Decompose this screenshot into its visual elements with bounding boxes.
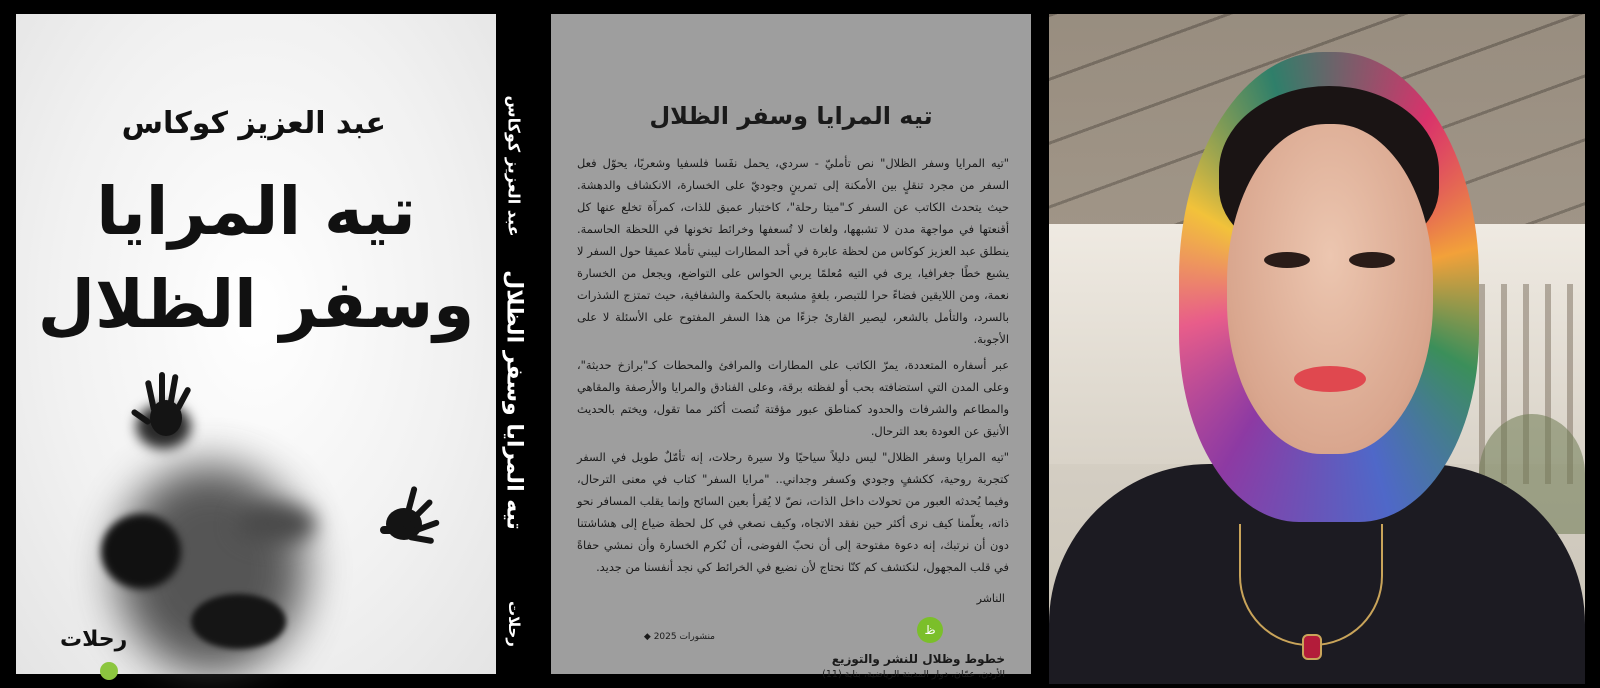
publisher-address: الأردن، عمّان، دوار المدينة الرياضية، بناية (11) — [822, 669, 1005, 680]
spine-author: عبد العزيز كوكاس — [504, 95, 524, 237]
front-author: عبد العزيز كوكاس — [121, 106, 386, 141]
publisher-logo: ظ — [917, 617, 943, 643]
spine-genre: رحلات — [505, 601, 523, 647]
blurb-paragraph-2: عبر أسفاره المتعددة، يمرّ الكاتب على المطارات والمرافئ والمحطات كـ"برازخ حديثة"، وعلى المدن التي استضافته بحب أو لفظته برقة، وعلى الفنادق والمرايا والأرصفة والمقاهي والمطاعم والشرفات والحدود كمناطق عبور مؤقتة تُنصت أكثر مما تقول، ويختم بالحديث الأنيق عن العودة بعد الترحال. — [577, 358, 1009, 438]
author-photo — [1049, 14, 1585, 674]
back-cover — [551, 14, 1031, 680]
pendant — [1302, 634, 1322, 660]
publisher-name: خطوط وظلال للنشر والتوزيع — [831, 652, 1005, 666]
publisher-signature: الناشر — [976, 592, 1005, 605]
hand-right-icon — [372, 480, 456, 560]
publication-year: منشورات 2025 ◆ — [643, 632, 715, 642]
spine — [496, 14, 532, 674]
publisher-dot — [100, 662, 118, 680]
eye-right — [1349, 252, 1395, 268]
blurb-paragraph-1: "تيه المرايا وسفر الظلال" نص تأمليّ - سردي، يحمل نفَسا فلسفيا وشعريًا، يحوّل فعل السفر من مجرد تنقلٍ بين الأمكنة إلى تمرينٍ وجوديّ على الخسارة، الانكشاف والدهشة. حيث يتحدث الكاتب عن السفر كـ"ميتا رحلة"، كاختبار عميق للذات، كمرآة تخلع عنها كل أقنعتها في مواجهة مدن لا تشبهها، ولغات لا تُسعفها وخرائط تخونها في اللحظة الحاسمة. ينطلق عبد العزيز كوكاس من لحظة عابرة في أحد المطارات ليبني تأملا عميقا حول السفر لا يشبع خطًا جغرافيا، يرى في التيه مُعلمًا يربي الحواس على التواضع، ويجعل من الخسارة نعمة، ومن اللايقين فضاءً حرا للتبصر، بلغةٍ مشبعة بالحكمة والشفافية، حيث تمتزج الشذرات بالسرد، والتأمل بالشعر، ليصير القارئ جزءًا من هذا السفر المفتوح على الأسئلة لا على الأجوبة. — [577, 156, 1009, 346]
front-title-line2: وسفر الظلال — [37, 266, 475, 343]
blurb-paragraph-3: "تيه المرايا وسفر الظلال" ليس دليلاً سياحيًا ولا سيرة رحلات، إنه تأمّلٌ طويل في السفر كتجربة روحية، ككشفٍ وجودي وكسفر وجداني.. "مرايا السفر" كتاب في معنى الترحال، وفيما يُحدثه العبور من تحولات داخل الذات، نصّ لا يُقرأ بعين السائح وإنما يقلب المسافر نحو ذاته، يعلّمنا كيف نرى أكثر حين نفقد الاتجاه، وكيف نصغي في كل لحظة ضياع إلى هشاشتنا دون أن نرتبك، إنه دعوة مفتوحة إلى أن نحبّ الفوضى، أن نُكرم الخسارة وأن نمشي حفاةً في قلب المجهول، لنكتشف كم كنّا نحتاج لأن نضيع في الخرائط كي نجد أنفسنا من جديد. — [577, 450, 1009, 574]
face — [1227, 124, 1433, 454]
front-title-line1: تيه المرايا — [96, 173, 416, 250]
front-genre: رحلات — [60, 627, 128, 652]
hand-left-icon — [134, 366, 204, 446]
eye-left — [1264, 252, 1310, 268]
front-cover — [16, 14, 496, 674]
lips — [1294, 366, 1366, 392]
back-blurb — [577, 152, 1009, 582]
spine-title: تيه المرايا وسفر الظلال — [501, 270, 527, 530]
back-title: تيه المرايا وسفر الظلال — [649, 102, 933, 130]
